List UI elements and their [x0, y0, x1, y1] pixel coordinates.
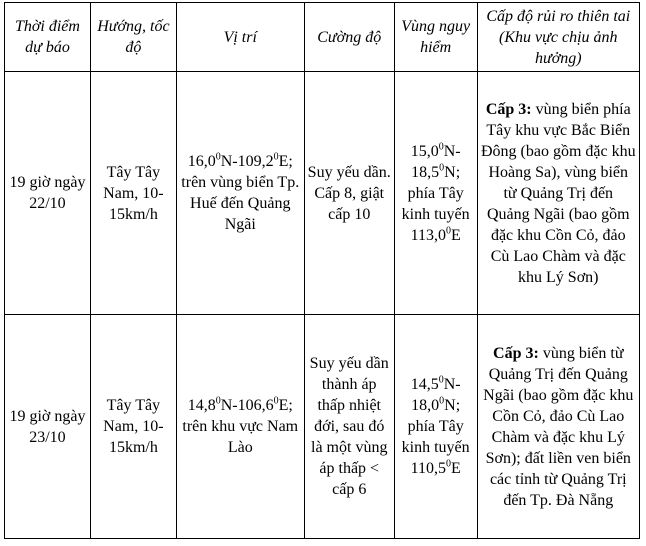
danger-lat-to: 18,0	[411, 397, 440, 414]
degree-mark: 0	[445, 225, 451, 237]
danger-lon-unit: E	[450, 226, 461, 244]
degree-mark: 0	[215, 395, 221, 407]
degree-mark: 0	[439, 162, 445, 174]
table-row	[5, 72, 640, 315]
risk-area-text: vùng biển từ Quảng Trị đến Quảng Ngãi (bao gồm đặc khu Cồn Cỏ, đảo Cù Lao Chàm và đặc khu Lý Sơn); đất liền ven biển các tỉnh từ Quảng Trị đến Tp. Đà Nẵng	[483, 344, 634, 509]
position-lat: 14,8	[187, 397, 216, 414]
cell-direction-speed: Tây Tây Nam, 10-15km/h	[90, 315, 176, 539]
risk-level-label: Cấp 3:	[493, 344, 539, 362]
danger-lat-from-unit: N-	[443, 142, 461, 160]
cell-danger-zone	[394, 72, 477, 315]
degree-mark: 0	[439, 395, 445, 407]
cell-danger-zone	[394, 315, 477, 539]
danger-lon: 113,0	[410, 226, 446, 244]
header-risk-level: Cấp độ rủi ro thiên tai (Khu vực chịu ảnh hưởng)	[477, 3, 639, 72]
cell-forecast-time: 19 giờ ngày 22/10	[5, 72, 91, 315]
cell-intensity: Suy yếu dần. Cấp 8, giật cấp 10	[304, 72, 394, 315]
danger-lat-from: 15,0	[410, 142, 439, 160]
header-intensity: Cường độ	[304, 3, 394, 72]
degree-mark: 0	[445, 458, 451, 470]
forecast-table-wrapper	[4, 2, 640, 539]
cell-forecast-time: 19 giờ ngày 23/10	[5, 315, 91, 539]
position-lat-unit: N-	[220, 153, 238, 170]
table-header-row	[5, 3, 640, 72]
header-forecast-time: Thời điểm dự báo	[5, 3, 91, 72]
position-lon-unit: E; trên vùng biển Tp. Huế đến Quảng Ngãi	[181, 153, 300, 233]
danger-lat-from: 14,5	[410, 376, 439, 393]
danger-lat-to-unit: N; phía Tây kinh tuyến	[401, 163, 470, 223]
degree-mark: 0	[438, 374, 444, 386]
danger-lat-from-unit: N-	[443, 376, 461, 393]
position-lon-unit: E; trên khu vực Nam Lào	[182, 397, 299, 456]
cell-risk-level	[477, 315, 639, 539]
degree-mark: 0	[215, 151, 221, 163]
cell-risk-level	[477, 72, 639, 315]
position-lat: 16,0	[187, 153, 216, 170]
storm-forecast-table	[4, 2, 640, 539]
position-lat-unit: N-	[220, 397, 238, 414]
position-lon: 109,2	[237, 153, 274, 170]
table-row	[5, 315, 640, 539]
cell-direction-speed: Tây Tây Nam, 10-15km/h	[90, 72, 176, 315]
cell-intensity: Suy yếu dần thành áp thấp nhiệt đới, sau đó là một vùng áp thấp < cấp 6	[304, 315, 394, 539]
degree-mark: 0	[273, 395, 279, 407]
position-lon: 106,6	[237, 397, 274, 414]
header-position: Vị trí	[176, 3, 304, 72]
header-direction-speed: Hướng, tốc độ	[90, 3, 176, 72]
danger-lat-to-unit: N; phía Tây kinh tuyến	[401, 397, 470, 456]
danger-lon: 110,5	[410, 460, 446, 477]
cell-position	[176, 315, 304, 539]
degree-mark: 0	[273, 151, 279, 163]
danger-lat-to: 18,5	[411, 163, 440, 181]
cell-position	[176, 72, 304, 315]
header-danger-zone: Vùng nguy hiểm	[394, 3, 477, 72]
degree-mark: 0	[438, 141, 444, 153]
risk-level-label: Cấp 3:	[485, 100, 532, 118]
risk-area-text: vùng biển phía Tây khu vực Bắc Biển Đông (bao gồm đặc khu Hoàng Sa), vùng biển từ Quảng Trị đến Quảng Ngãi (bao gồm đặc khu Cồn Cỏ, đảo Cù Lao Chàm và đặc khu Lý Sơn)	[480, 100, 636, 286]
danger-lon-unit: E	[450, 460, 461, 477]
